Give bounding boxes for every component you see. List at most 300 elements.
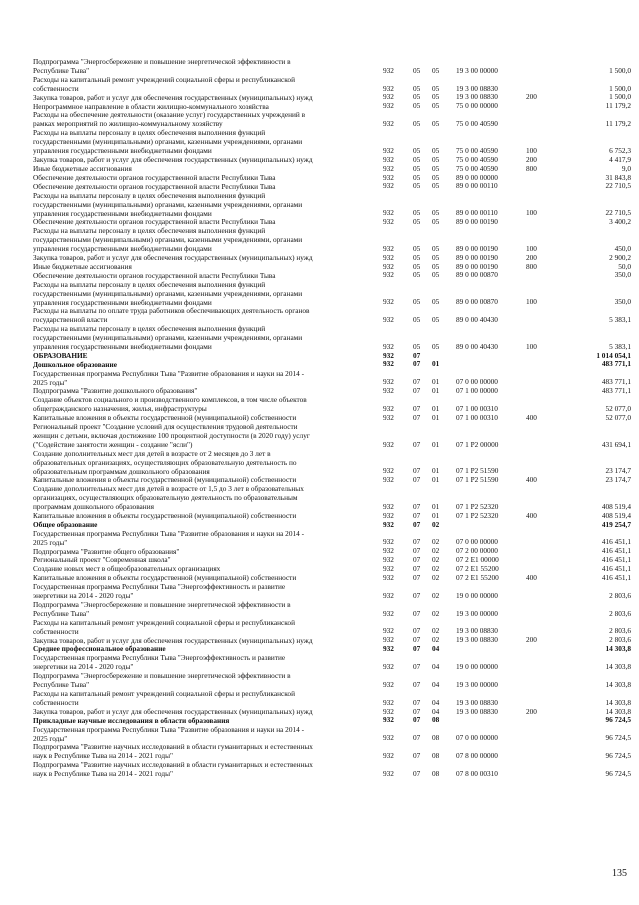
table-row [0,671,639,689]
row-admin-code: 932 [383,510,394,520]
row-name [33,484,375,511]
row-section: 05 [413,65,421,75]
row-section: 07 [413,564,421,574]
row-name-line: управления государственными внебюджетными фондами [33,297,212,307]
row-sum: 416 451,1 [601,546,631,556]
row-target-article: 07 0 00 00000 [456,537,498,547]
row-admin-code: 932 [383,83,394,93]
row-target-article: 19 3 00 00000 [456,608,498,618]
row-admin-code: 932 [383,101,394,111]
row-subsection: 01 [432,475,440,485]
row-name [33,725,375,743]
row-section: 07 [413,768,421,778]
row-subsection: 02 [432,519,440,529]
table-row [0,271,639,280]
row-subsection: 08 [432,751,440,761]
row-name-line: Капитальные вложения в объекты государственной (муниципальной) собственности [33,510,297,520]
row-admin-code: 932 [383,314,394,324]
row-name [33,217,375,226]
row-name-line: ОБРАЗОВАНИЕ [33,350,88,360]
row-subsection: 05 [432,243,440,253]
table-row [0,520,639,529]
row-subsection: 04 [432,697,440,707]
row-section: 05 [413,243,421,253]
row-admin-code: 932 [383,733,394,743]
table-row [0,155,639,164]
row-subsection: 05 [432,208,440,218]
row-name [33,475,375,484]
row-section: 05 [413,154,421,164]
row-section: 05 [413,314,421,324]
row-sum: 23 174,7 [605,475,631,485]
row-name-line: Общее образование [33,519,98,529]
row-section: 07 [413,350,421,360]
row-target-article: 19 3 00 08830 [456,626,498,636]
row-section: 07 [413,466,421,476]
row-name [33,110,375,128]
row-target-article: 89 0 00 00190 [456,243,498,253]
row-admin-code: 932 [383,768,394,778]
row-subsection: 05 [432,261,440,271]
row-section: 07 [413,644,421,654]
row-name-line: управления государственными внебюджетными фондами [33,208,212,218]
table-row [0,324,639,351]
row-name-line: Расходы на капитальный ремонт учреждений социальной сферы и республиканской [33,74,295,84]
row-expense-kind: 400 [526,475,537,485]
row-section: 07 [413,439,421,449]
row-target-article: 19 3 00 08830 [456,92,498,102]
row-sum: 450,0 [614,243,631,253]
row-name-line: Республике Тыва" [33,66,90,75]
table-row [0,573,639,582]
row-admin-code: 932 [383,635,394,645]
row-subsection: 04 [432,662,440,672]
row-target-article: 07 1 00 00310 [456,403,498,413]
row-expense-kind: 200 [526,154,537,164]
table-row [0,262,639,271]
row-sum: 23 174,7 [605,466,631,476]
row-name [33,57,375,75]
row-name [33,573,375,582]
row-admin-code: 932 [383,386,394,396]
row-subsection: 01 [432,412,440,422]
row-target-article: 19 3 00 00000 [456,65,498,75]
row-admin-code: 932 [383,145,394,155]
row-target-article: 89 0 00 00000 [456,172,498,182]
table-row [0,110,639,128]
row-name-line: Закупка товаров, работ и услуг для обеспечения государственных (муниципальных) нужд [33,154,313,164]
table-row [0,555,639,564]
row-subsection: 05 [432,297,440,307]
row-admin-code: 932 [383,243,394,253]
row-target-article: 07 1 P2 00000 [456,439,499,449]
row-name-line: Создание новых мест в общеобразовательных организациях [33,564,221,574]
row-sum: 483 771,1 [601,359,631,369]
row-expense-kind: 200 [526,92,537,102]
row-expense-kind: 400 [526,510,537,520]
row-section: 07 [413,662,421,672]
row-name-line: Республике Тыва" [33,680,90,690]
row-name [33,271,375,280]
row-name-line: Расходы на выплаты персоналу в целях обеспечения выполнения функций [33,279,266,289]
row-section: 07 [413,679,421,689]
row-admin-code: 932 [383,261,394,271]
row-section: 05 [413,83,421,93]
row-name-line: Государственная программа Республики Тыва "Энергоэффективность и развитие [33,582,286,592]
row-expense-kind: 100 [526,208,537,218]
row-name-line: образовательным программам дошкольного образования [33,466,210,476]
row-section: 07 [413,537,421,547]
row-subsection: 05 [432,92,440,102]
row-name [33,582,375,600]
row-name [33,102,375,111]
row-admin-code: 932 [383,154,394,164]
row-section: 07 [413,733,421,743]
row-target-article: 89 0 00 00190 [456,252,498,262]
row-section: 05 [413,341,421,351]
table-row [0,564,639,573]
row-target-article: 19 3 00 00000 [456,679,498,689]
row-name [33,280,375,307]
row-name-line: общегражданского назначения, жилья, инфраструктуры [33,404,207,414]
row-section: 05 [413,92,421,102]
row-section: 07 [413,590,421,600]
row-section: 07 [413,412,421,422]
row-sum: 22 710,5 [605,181,631,191]
row-name-line: наук в Республике Тыва на 2014 - 2021 годы" [33,751,173,761]
row-subsection: 02 [432,608,440,618]
row-section: 07 [413,697,421,707]
row-sum: 14 303,8 [605,662,631,672]
row-sum: 1 014 054,1 [596,350,631,360]
row-expense-kind: 100 [526,243,537,253]
row-name-line: Среднее профессиональное образование [33,644,166,654]
row-admin-code: 932 [383,172,394,182]
row-subsection: 02 [432,590,440,600]
table-row [0,102,639,111]
row-section: 07 [413,501,421,511]
row-sum: 6 752,3 [609,145,631,155]
row-name [33,262,375,271]
row-subsection: 05 [432,172,440,182]
table-row [0,475,639,484]
row-name-line: Подпрограмма "Энергосбережение и повышение энергетической эффективности в [33,57,291,66]
row-target-article: 75 0 00 40590 [456,145,498,155]
row-sum: 416 451,1 [601,564,631,574]
row-expense-kind: 200 [526,252,537,262]
row-name-line: управления государственными внебюджетными фондами [33,342,212,351]
row-name [33,164,375,173]
row-name [33,173,375,182]
row-sum: 2 803,6 [609,635,631,645]
row-subsection: 02 [432,555,440,565]
table-row [0,173,639,182]
row-admin-code: 932 [383,475,394,485]
row-name-line: Государственная программа Республики Тыва "Развитие образования и науки на 2014 - [33,528,305,538]
row-name-line: Непрограммное направление в области жилищно-коммунального хозяйства [33,101,269,111]
row-name-line: Создание объектов социального и производственного комплексов, в том числе объектов [33,395,307,405]
row-admin-code: 932 [383,92,394,102]
row-sum: 96 724,5 [605,768,631,778]
row-sum: 2 803,6 [609,608,631,618]
row-name-line: Обеспечение деятельности органов государственной власти Республики Тыва [33,172,276,182]
row-name-line: управления государственными внебюджетными фондами [33,146,212,156]
row-subsection: 08 [432,715,440,725]
table-row [0,386,639,395]
row-admin-code: 932 [383,217,394,227]
row-name-line: Расходы на выплаты персоналу в целях обеспечения выполнения функций [33,226,266,236]
table-row [0,484,639,511]
table-row [0,511,639,520]
row-sum: 96 724,5 [605,751,631,761]
row-name-line: государственными (муниципальными) органами, казенными учреждениями, органами [33,288,303,298]
row-subsection: 01 [432,510,440,520]
row-name-line: Закупка товаров, работ и услуг для обеспечения государственных (муниципальных) нужд [33,92,313,102]
row-admin-code: 932 [383,119,394,129]
row-target-article: 19 3 00 08830 [456,697,498,707]
row-name-line: собственности [33,697,79,707]
row-subsection: 08 [432,733,440,743]
row-name-line: Закупка товаров, работ и услуг для обеспечения государственных (муниципальных) нужд [33,635,313,645]
row-subsection: 02 [432,573,440,583]
row-subsection: 05 [432,65,440,75]
row-admin-code: 932 [383,466,394,476]
row-subsection: 05 [432,163,440,173]
row-section: 07 [413,555,421,565]
row-name-line: организациях, осуществляющих образовательную деятельность по образовательным [33,493,298,503]
row-target-article: 07 2 E1 55200 [456,564,499,574]
row-section: 05 [413,145,421,155]
row-admin-code: 932 [383,573,394,583]
row-name [33,671,375,689]
row-sum: 14 303,8 [605,697,631,707]
row-name-line: Прикладные научные исследования в области образования [33,715,230,725]
row-target-article: 07 1 00 00310 [456,412,498,422]
table-row [0,760,639,778]
row-admin-code: 932 [383,564,394,574]
row-name-line: Обеспечение деятельности органов государственной власти Республики Тыва [33,217,276,227]
row-name-line: Государственная программа Республики Тыва "Развитие образования и науки на 2014 - [33,724,305,734]
row-name [33,191,375,218]
row-sum: 350,0 [614,270,631,280]
row-admin-code: 932 [383,537,394,547]
row-name [33,306,375,324]
row-name [33,636,375,645]
row-subsection: 01 [432,359,440,369]
table-row [0,547,639,556]
row-expense-kind: 400 [526,412,537,422]
row-admin-code: 932 [383,65,394,75]
row-admin-code: 932 [383,297,394,307]
row-sum: 96 724,5 [605,715,631,725]
row-name-line: Расходы на выплаты персоналу в целях обеспечения выполнения функций [33,128,266,138]
table-row [0,191,639,218]
row-target-article: 19 3 00 08830 [456,706,498,716]
row-sum: 408 519,4 [601,510,631,520]
row-name-line: государственными (муниципальными) органами, казенными учреждениями, органами [33,235,303,245]
row-target-article: 07 1 P2 52320 [456,510,499,520]
row-target-article: 89 0 00 00870 [456,297,498,307]
table-row [0,644,639,653]
row-name [33,449,375,476]
row-subsection: 04 [432,644,440,654]
row-admin-code: 932 [383,679,394,689]
row-name-line: Дошкольное образование [33,359,117,369]
row-name-line: Подпрограмма "Развитие общего образования" [33,546,180,556]
row-admin-code: 932 [383,403,394,413]
row-sum: 52 077,0 [605,412,631,422]
row-name-line: государственными (муниципальными) органами, казенными учреждениями, органами [33,199,303,209]
row-sum: 1 500,0 [609,92,631,102]
row-name-line: Подпрограмма "Энергосбережение и повышение энергетической эффективности в [33,671,291,681]
row-admin-code: 932 [383,519,394,529]
row-name-line: Республике Тыва" [33,608,90,618]
row-subsection: 01 [432,439,440,449]
row-name-line: Обеспечение деятельности органов государственной власти Республики Тыва [33,181,276,191]
row-subsection: 08 [432,768,440,778]
row-subsection: 02 [432,537,440,547]
row-target-article: 89 0 00 00190 [456,217,498,227]
row-target-article: 75 0 00 40590 [456,154,498,164]
row-expense-kind: 400 [526,573,537,583]
row-name [33,564,375,573]
row-subsection: 01 [432,501,440,511]
row-sum: 52 077,0 [605,403,631,413]
row-section: 05 [413,261,421,271]
row-name [33,351,375,360]
row-section: 07 [413,377,421,387]
row-sum: 1 500,0 [609,83,631,93]
row-target-article: 07 1 P2 51590 [456,475,499,485]
row-sum: 14 303,8 [605,679,631,689]
row-admin-code: 932 [383,341,394,351]
row-name [33,716,375,725]
row-name-line: Подпрограмма "Развитие научных исследований в области гуманитарных и естественных [33,760,313,770]
row-name [33,600,375,618]
row-admin-code: 932 [383,501,394,511]
row-name [33,413,375,422]
row-subsection: 05 [432,154,440,164]
row-sum: 419 254,7 [601,519,631,529]
row-section: 07 [413,519,421,529]
row-name-line: Региональный проект "Современная школа" [33,555,171,565]
row-sum: 416 451,1 [601,555,631,565]
row-sum: 2 803,6 [609,626,631,636]
row-section: 07 [413,573,421,583]
row-name-line: образовательных организациях, осуществляющих образовательную деятельность по [33,457,297,467]
row-name-line: Подпрограмма "Развитие научных исследований в области гуманитарных и естественных [33,742,313,752]
row-target-article: 89 0 00 00190 [456,261,498,271]
row-subsection: 05 [432,145,440,155]
table-row [0,725,639,743]
row-section: 05 [413,181,421,191]
row-section: 07 [413,706,421,716]
row-subsection: 01 [432,466,440,476]
row-section: 05 [413,252,421,262]
row-name-line: Капитальные вложения в объекты государственной (муниципальной) собственности [33,475,297,485]
row-name [33,707,375,716]
row-target-article: 75 0 00 40590 [456,119,498,129]
row-target-article: 75 0 00 00000 [456,101,498,111]
row-name [33,760,375,778]
row-admin-code: 932 [383,590,394,600]
row-name [33,226,375,253]
row-name-line: Обеспечение деятельности органов государственной власти Республики Тыва [33,270,276,280]
row-admin-code: 932 [383,608,394,618]
row-name-line: собственности [33,626,79,636]
row-name [33,618,375,636]
row-admin-code: 932 [383,163,394,173]
row-name-line: Расходы на выплаты по оплате труда работников обеспечивающих деятельность органов [33,306,310,316]
row-name-line: государственной власти [33,315,108,325]
row-name [33,386,375,395]
row-admin-code: 932 [383,377,394,387]
row-sum: 14 303,8 [605,706,631,716]
row-name-line: Расходы на капитальный ремонт учреждений социальной сферы и республиканской [33,617,295,627]
row-name-line: рамках мероприятий по жилищно-коммунальному хозяйству [33,119,223,129]
row-name-line: Подпрограмма "Энергосбережение и повышение энергетической эффективности в [33,599,291,609]
row-name [33,520,375,529]
row-target-article: 89 0 00 40430 [456,314,498,324]
row-subsection: 01 [432,403,440,413]
row-target-article: 89 0 00 40430 [456,341,498,351]
row-admin-code: 932 [383,546,394,556]
row-name [33,742,375,760]
row-admin-code: 932 [383,751,394,761]
row-target-article: 07 8 00 00310 [456,768,498,778]
row-subsection: 02 [432,546,440,556]
row-target-article: 19 3 00 08830 [456,635,498,645]
row-name-line: Создание дополнительных мест для детей в возрасте от 1,5 до 3 лет в образовательных [33,484,304,494]
row-expense-kind: 200 [526,706,537,716]
row-name-line: женщин с детьми, включая достижение 100 процентной доступности (в 2020 году) услуг [33,430,310,440]
row-target-article: 89 0 00 00110 [456,181,498,191]
row-name [33,182,375,191]
row-subsection: 01 [432,386,440,396]
table-row [0,253,639,262]
table-row [0,618,639,636]
row-subsection: 05 [432,119,440,129]
row-subsection: 05 [432,181,440,191]
table-row [0,351,639,360]
row-name-line: Закупка товаров, работ и услуг для обеспечения государственных (муниципальных) нужд [33,706,313,716]
row-section: 07 [413,608,421,618]
row-target-article: 07 2 E1 55200 [456,573,499,583]
row-section: 07 [413,626,421,636]
row-name-line: программам дошкольного образования [33,502,154,512]
row-sum: 408 519,4 [601,501,631,511]
row-subsection: 04 [432,679,440,689]
row-subsection: 05 [432,101,440,111]
row-section: 07 [413,546,421,556]
row-name-line: 2025 годы" [33,537,68,547]
table-row [0,395,639,413]
row-name [33,395,375,413]
table-row [0,226,639,253]
row-subsection: 01 [432,377,440,387]
row-target-article: 07 2 00 00000 [456,546,498,556]
row-name [33,422,375,449]
row-name-line: Расходы на выплаты персоналу в целях обеспечения выполнения функций [33,190,266,200]
row-target-article: 07 2 E1 00000 [456,555,499,565]
row-target-article: 07 8 00 00000 [456,751,498,761]
row-name-line: Иные бюджетные ассигнования [33,163,132,173]
table-row [0,93,639,102]
row-target-article: 19 3 00 08830 [456,83,498,93]
row-name-line: Расходы на обеспечение деятельности (оказание услуг) государственных учреждений в [33,110,306,120]
row-sum: 22 710,5 [605,208,631,218]
row-sum: 416 451,1 [601,573,631,583]
